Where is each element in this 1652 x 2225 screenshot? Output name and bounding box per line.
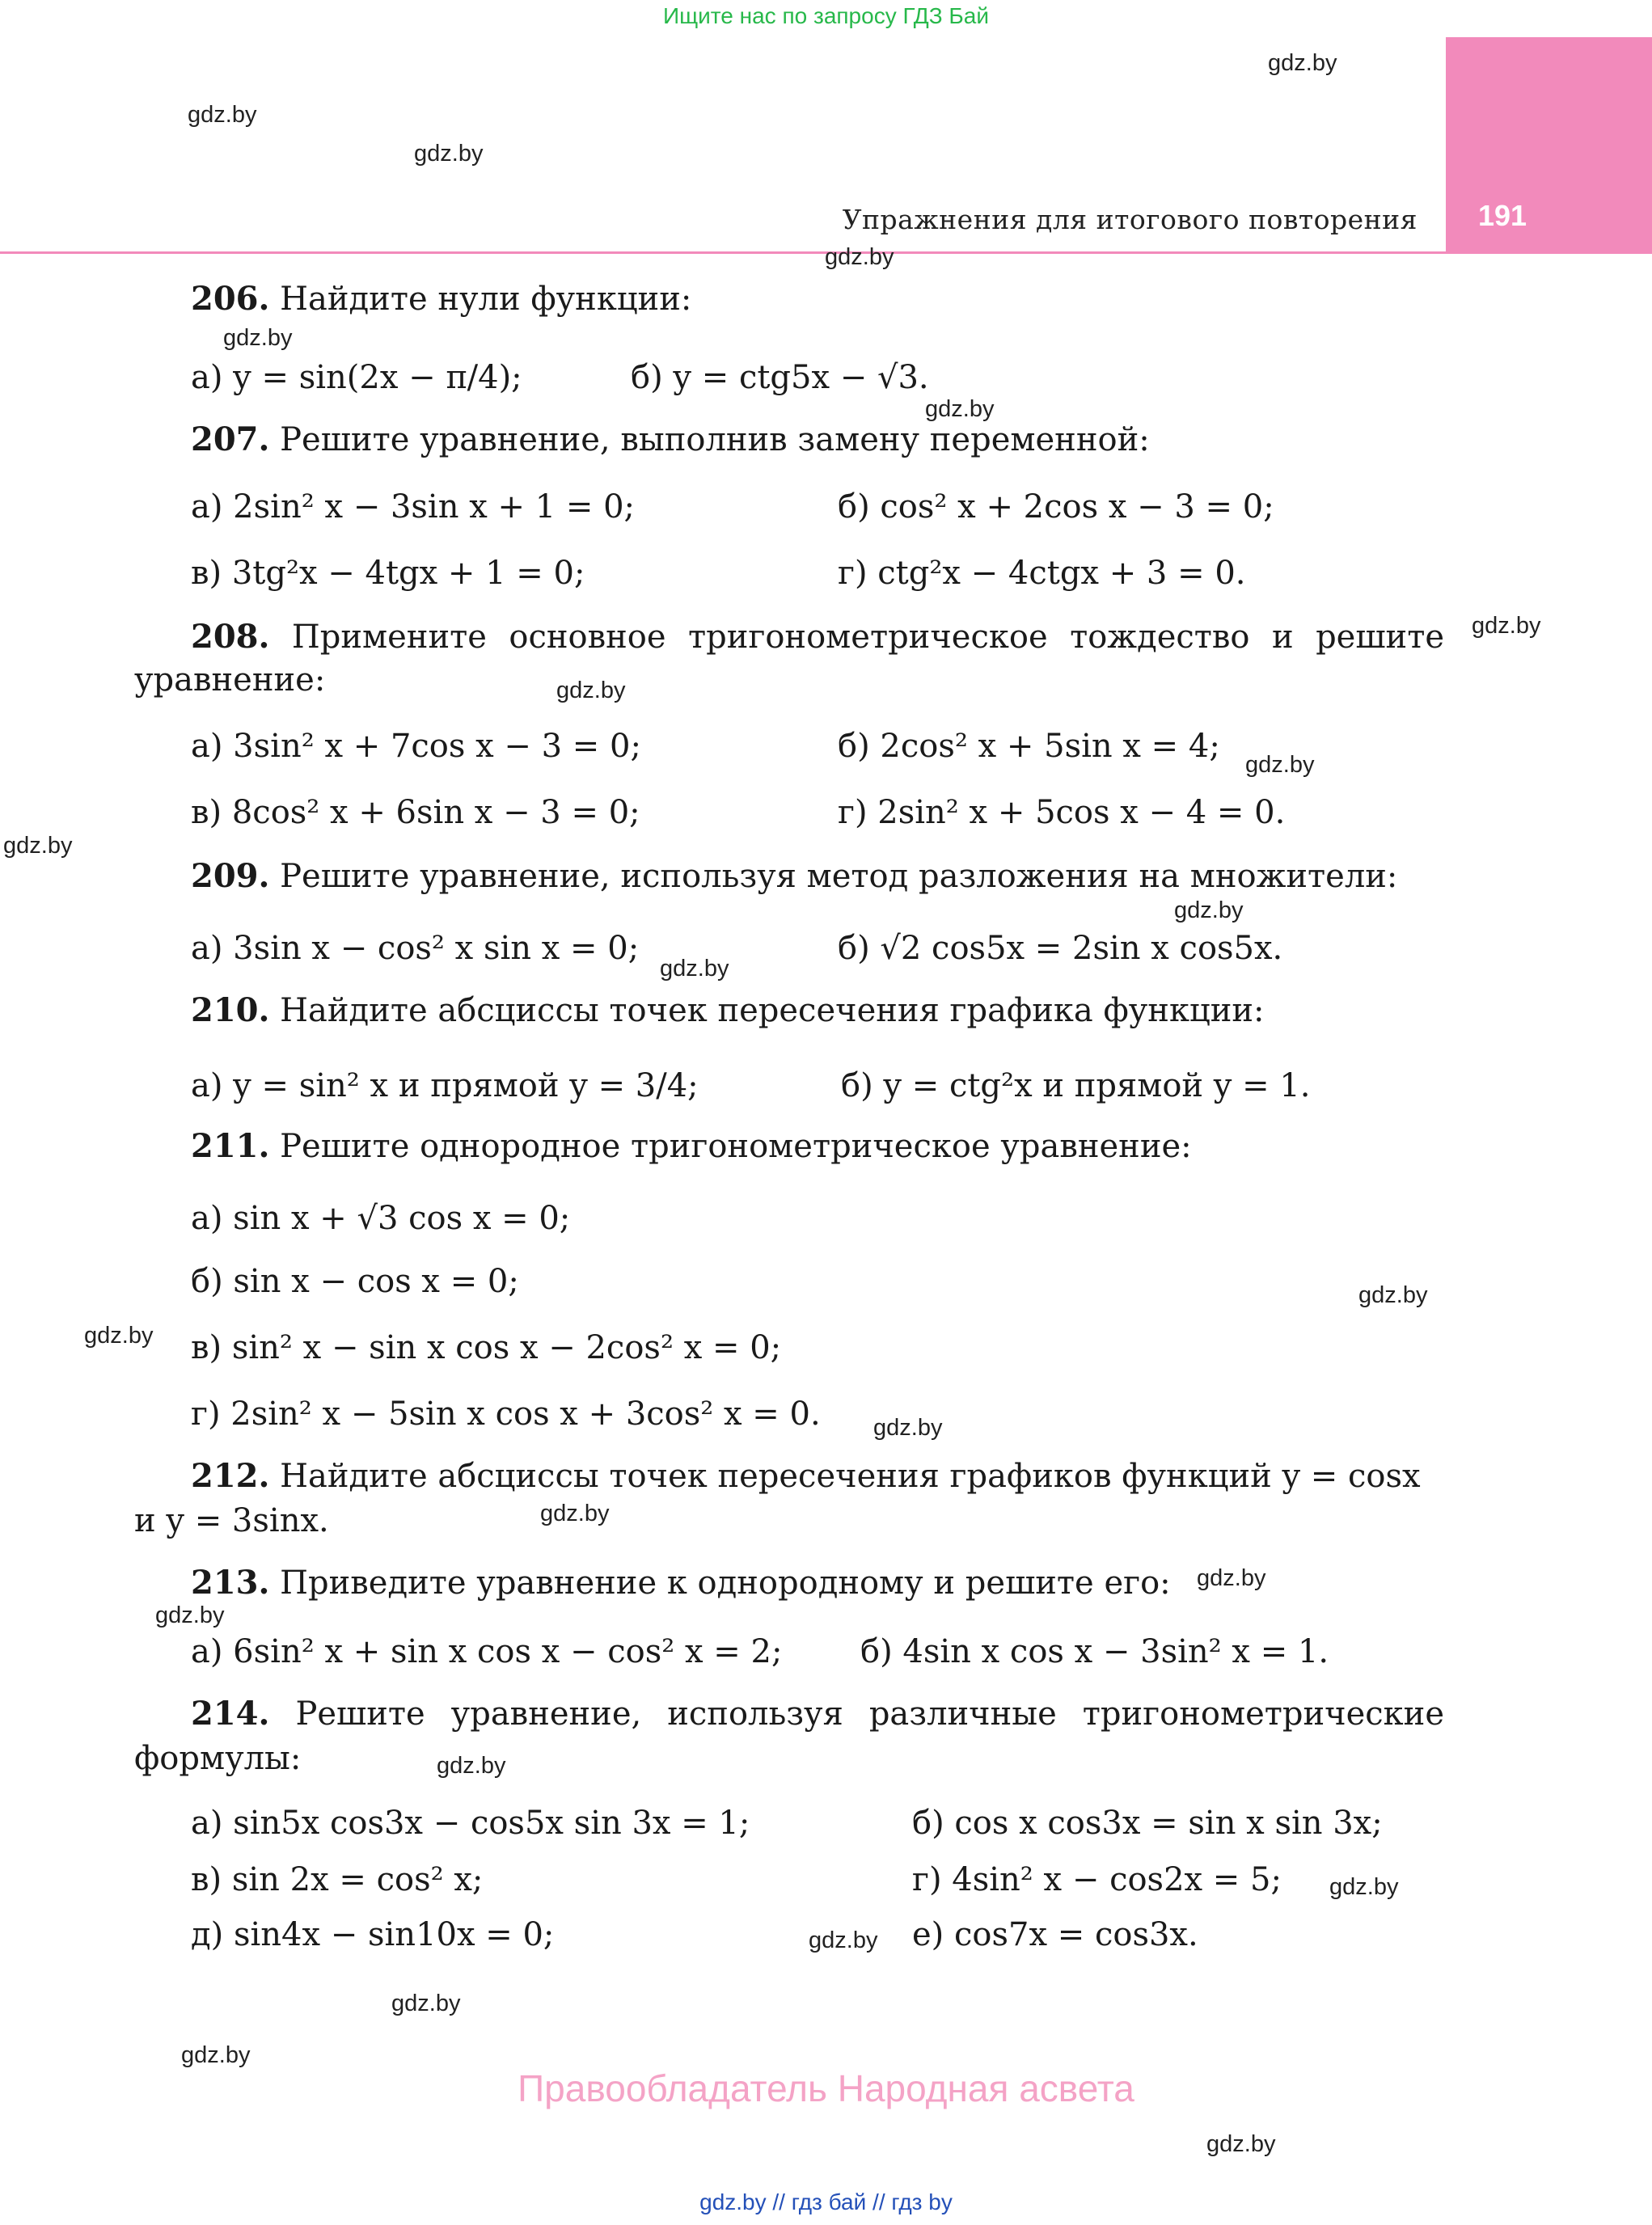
exercise-211-heading bbox=[191, 1127, 1192, 1165]
watermark: gdz.by bbox=[437, 1753, 506, 1779]
exercise-title: Приведите уравнение к однородному и решите его: bbox=[280, 1564, 1171, 1602]
watermark: gdz.by bbox=[1206, 2131, 1276, 2157]
exercise-214-heading bbox=[191, 1695, 1444, 1733]
exercise-214-d: д) sin4x − sin10x = 0; bbox=[191, 1916, 555, 1953]
exercise-207-g: г) ctg²x − 4ctgx + 3 = 0. bbox=[838, 555, 1246, 592]
page-number-tab bbox=[1446, 37, 1652, 254]
exercise-214-b: б) cos x cos3x = sin x sin 3x; bbox=[912, 1805, 1383, 1842]
exercise-209-heading bbox=[191, 857, 1397, 895]
exercise-214-heading-cont: формулы: bbox=[134, 1740, 302, 1777]
exercise-212-heading bbox=[191, 1457, 1421, 1495]
watermark: gdz.by bbox=[155, 1602, 225, 1628]
exercise-title: Решите однородное тригонометрическое уравнение: bbox=[280, 1128, 1192, 1165]
exercise-209-a: а) 3sin x − cos² x sin x = 0; bbox=[191, 930, 640, 967]
footer-links[interactable]: gdz.by // гдз бай // гдз by bbox=[699, 2189, 953, 2214]
exercise-number: 207. bbox=[191, 420, 270, 458]
exercise-208-g: г) 2sin² x + 5cos x − 4 = 0. bbox=[838, 794, 1286, 831]
exercise-207-b: б) cos² x + 2cos x − 3 = 0; bbox=[838, 488, 1274, 526]
exercise-number: 212. bbox=[191, 1457, 270, 1495]
exercise-214-v: в) sin 2x = cos² x; bbox=[191, 1861, 484, 1898]
exercise-210-b: б) y = ctg²x и прямой y = 1. bbox=[841, 1067, 1311, 1104]
exercise-title: Решите уравнение, используя различные тригонометрические bbox=[295, 1695, 1444, 1733]
exercise-number: 211. bbox=[191, 1127, 270, 1165]
exercise-213-b: б) 4sin x cos x − 3sin² x = 1. bbox=[860, 1633, 1329, 1670]
watermark: gdz.by bbox=[1472, 613, 1541, 639]
exercise-214-g: г) 4sin² x − cos2x = 5; bbox=[912, 1861, 1282, 1898]
exercise-number: 213. bbox=[191, 1564, 270, 1602]
exercise-211-v: в) sin² x − sin x cos x − 2cos² x = 0; bbox=[191, 1329, 782, 1366]
watermark: gdz.by bbox=[84, 1323, 154, 1349]
exercise-208-heading bbox=[191, 618, 1444, 656]
exercise-211-a: а) sin x + √3 cos x = 0; bbox=[191, 1200, 571, 1237]
watermark: gdz.by bbox=[1329, 1874, 1399, 1900]
exercise-209-b: б) √2 cos5x = 2sin x cos5x. bbox=[838, 930, 1283, 967]
exercise-title: Решите уравнение, выполнив замену переменной: bbox=[280, 421, 1150, 458]
exercise-207-heading bbox=[191, 420, 1150, 458]
exercise-207-a: а) 2sin² x − 3sin x + 1 = 0; bbox=[191, 488, 636, 526]
exercise-206-b: б) y = ctg5x − √3. bbox=[631, 359, 929, 396]
exercise-214-e: е) cos7x = cos3x. bbox=[912, 1916, 1198, 1953]
exercise-208-v: в) 8cos² x + 6sin x − 3 = 0; bbox=[191, 794, 640, 831]
exercise-206-heading bbox=[191, 280, 691, 318]
exercise-210-a: а) y = sin² x и прямой y = 3/4; bbox=[191, 1067, 699, 1104]
copyright-notice: Правообладатель Народная асвета bbox=[518, 2067, 1134, 2109]
watermark: gdz.by bbox=[391, 1991, 461, 2016]
watermark: gdz.by bbox=[188, 102, 257, 128]
exercise-number: 209. bbox=[191, 857, 270, 895]
exercise-206-a: а) y = sin(2x − π/4); bbox=[191, 359, 522, 396]
exercise-213-heading bbox=[191, 1564, 1171, 1602]
exercise-title: Примените основное тригонометрическое тождество и решите bbox=[291, 619, 1444, 656]
top-banner[interactable]: Ищите нас по запросу ГДЗ Бай bbox=[662, 3, 990, 28]
exercise-number: 210. bbox=[191, 991, 270, 1029]
watermark: gdz.by bbox=[1358, 1282, 1428, 1308]
watermark: gdz.by bbox=[660, 956, 729, 982]
watermark: gdz.by bbox=[825, 244, 894, 270]
exercise-212-heading-cont: и y = 3sinx. bbox=[134, 1502, 329, 1539]
exercise-number: 208. bbox=[191, 618, 270, 656]
watermark: gdz.by bbox=[556, 678, 626, 703]
exercise-213-a: а) 6sin² x + sin x cos x − cos² x = 2; bbox=[191, 1633, 783, 1670]
exercise-number: 214. bbox=[191, 1695, 270, 1733]
exercise-title: Найдите абсциссы точек пересечения графиков функций y = cosx bbox=[280, 1458, 1421, 1495]
watermark: gdz.by bbox=[540, 1501, 610, 1526]
watermark: gdz.by bbox=[809, 1927, 878, 1953]
watermark: gdz.by bbox=[1197, 1565, 1266, 1591]
exercise-210-heading bbox=[191, 991, 1264, 1029]
watermark: gdz.by bbox=[181, 2042, 251, 2068]
exercise-208-a: а) 3sin² x + 7cos x − 3 = 0; bbox=[191, 728, 641, 765]
watermark: gdz.by bbox=[1174, 897, 1244, 923]
watermark: gdz.by bbox=[1245, 752, 1315, 778]
page-number: 191 bbox=[1478, 199, 1527, 232]
watermark: gdz.by bbox=[3, 833, 73, 859]
exercise-title: Решите уравнение, используя метод разложения на множители: bbox=[280, 858, 1398, 895]
exercise-number: 206. bbox=[191, 280, 270, 318]
exercise-211-b: б) sin x − cos x = 0; bbox=[191, 1263, 519, 1300]
exercise-214-a: а) sin5x cos3x − cos5x sin 3x = 1; bbox=[191, 1805, 750, 1842]
exercise-211-g: г) 2sin² x − 5sin x cos x + 3cos² x = 0. bbox=[191, 1395, 821, 1433]
exercise-208-heading-cont: уравнение: bbox=[134, 661, 326, 699]
header-rule bbox=[0, 251, 1446, 254]
watermark: gdz.by bbox=[223, 325, 293, 351]
exercise-208-b: б) 2cos² x + 5sin x = 4; bbox=[838, 728, 1220, 765]
exercise-title: Найдите нули функции: bbox=[280, 281, 692, 318]
running-header: Упражнения для итогового повторения bbox=[842, 204, 1418, 235]
watermark: gdz.by bbox=[925, 396, 995, 422]
watermark: gdz.by bbox=[873, 1415, 943, 1441]
watermark: gdz.by bbox=[414, 141, 484, 167]
exercise-207-v: в) 3tg²x − 4tgx + 1 = 0; bbox=[191, 555, 585, 592]
watermark: gdz.by bbox=[1268, 50, 1337, 76]
exercise-title: Найдите абсциссы точек пересечения графика функции: bbox=[280, 992, 1265, 1029]
